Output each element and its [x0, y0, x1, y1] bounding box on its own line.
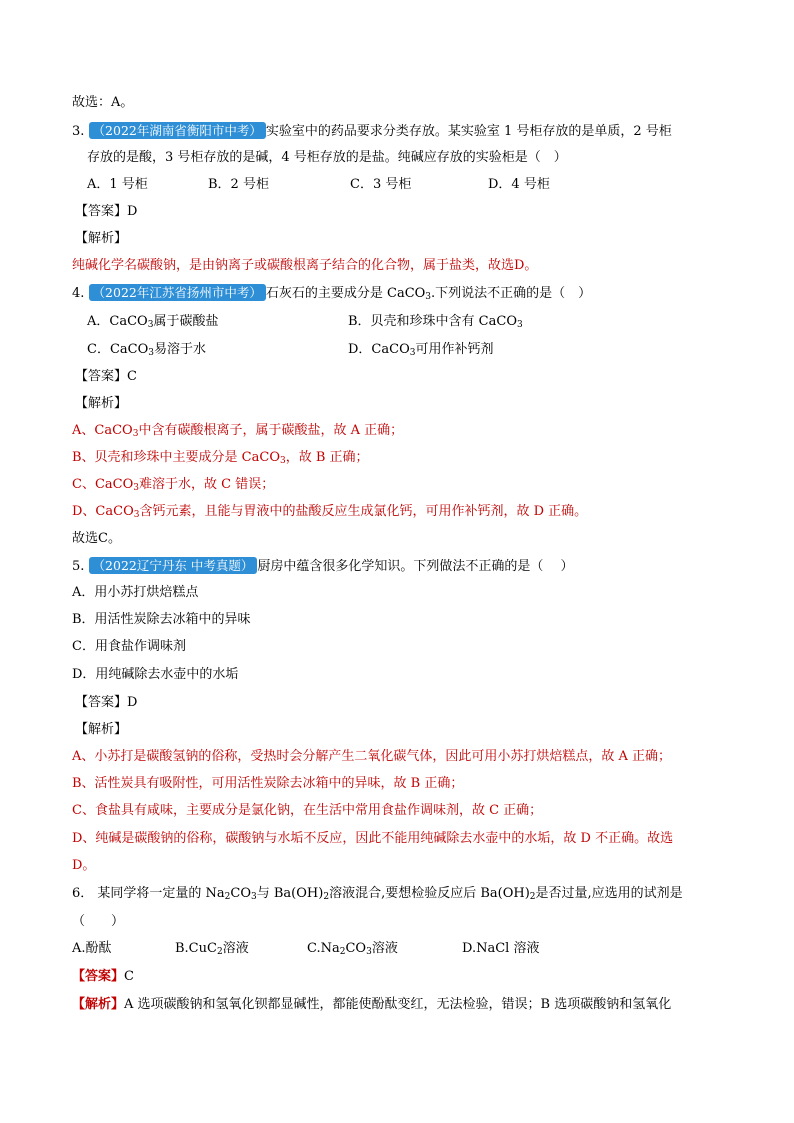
analysis-text: 纯碱化学名碳酸钠，是由钠离子或碳酸根离子结合的化合物，属于盐类，故选D。: [72, 258, 538, 273]
option-text: A．CaCO: [87, 314, 148, 329]
answer-value: C: [127, 369, 137, 384]
question-text: 溶液混合,要想检验反应后 Ba(OH): [329, 886, 530, 901]
subscript: 3: [251, 892, 257, 902]
answer-value: D: [127, 204, 138, 219]
subscript: 3: [148, 348, 154, 358]
option-text: 易溶于水: [153, 342, 206, 357]
subscript: 2: [224, 892, 231, 902]
question-text: 石灰石的主要成分是 CaCO: [265, 286, 426, 301]
option-text: 溶液: [222, 941, 249, 956]
subscript: 2: [216, 947, 223, 957]
option-text: B．贝壳和珍珠中含有 CaCO: [348, 314, 517, 329]
analysis-text: D、CaCO: [72, 504, 134, 519]
option-text: 溶液: [371, 941, 398, 956]
subscript: 3: [147, 320, 154, 330]
option-text: C.Na: [307, 941, 340, 956]
subscript: 2: [323, 892, 330, 902]
subscript: 3: [517, 320, 523, 330]
question-6-stem: [72, 885, 683, 903]
final-choice: 故选C。: [72, 531, 121, 546]
analysis-text: 难溶于水，故 C 错误；: [138, 477, 275, 492]
answer-label: 【答案】: [75, 369, 128, 384]
answer-value: D: [127, 695, 138, 710]
analysis-label: 【解析】: [75, 396, 128, 411]
analysis-line: D。: [72, 858, 96, 873]
option-text: 可用作补钙剂: [415, 342, 494, 357]
source-tag: （2022年湖南省衡阳市中考）: [89, 122, 266, 139]
analysis-line: [72, 503, 587, 521]
question-3-stem: [72, 122, 672, 141]
option-text: 属于碳酸盐: [153, 314, 219, 329]
option-text: B.CuC: [175, 941, 217, 956]
answer-label: 【答案】: [75, 695, 128, 710]
question-number: 3.: [72, 124, 85, 139]
option-a: A．1 号柜: [87, 177, 148, 192]
question-text: 6． 某同学将一定量的 Na: [72, 886, 225, 901]
analysis-text: A、CaCO: [72, 423, 133, 438]
question-text-cont: .下列说法不正确的是（ ）: [431, 286, 592, 301]
answer-line: [72, 968, 134, 986]
source-tag: （2022辽宁丹东 中考真题）: [89, 557, 258, 574]
option-b: [348, 313, 523, 331]
subscript: 2: [339, 947, 346, 957]
analysis-line: [72, 422, 403, 440]
question-number: 5.: [72, 559, 85, 574]
question-text: 厨房中蕴含很多化学知识。下列做法不正确的是（ ）: [257, 559, 574, 574]
answer-line: [75, 368, 137, 386]
option-d: D．用纯碱除去水壶中的水垢: [72, 667, 239, 682]
analysis-text: C、CaCO: [72, 477, 134, 492]
question-number: 4.: [72, 286, 85, 301]
question-5-stem: [72, 557, 573, 576]
analysis-line: D、纯碱是碳酸钠的俗称，碳酸钠与水垢不反应，因此不能用纯碱除去水壶中的水垢，故 D 不正确。故选: [72, 831, 674, 846]
analysis-line: B、活性炭具有吸附性，可用活性炭除去冰箱中的异味，故 B 正确；: [72, 776, 464, 791]
subscript: 2: [529, 892, 536, 902]
option-d: D.NaCl 溶液: [462, 941, 540, 956]
question-text: 实验室中的药品要求分类存放。某实验室 1 号柜存放的是单质，2 号柜: [265, 124, 672, 139]
option-c: C．用食盐作调味剂: [72, 639, 186, 654]
option-c: [307, 940, 398, 958]
subscript: 3: [133, 510, 140, 520]
analysis-text: 含钙元素，且能与胃液中的盐酸反应生成氯化钙，可用作补钙剂，故 D 正确。: [139, 504, 588, 519]
question-4-stem: [72, 284, 591, 303]
option-d: [348, 341, 493, 359]
analysis-label: 【解析】: [72, 997, 125, 1012]
answer-line: [75, 694, 137, 712]
analysis-line: C、食盐具有咸味，主要成分是氯化钠，在生活中常用食盐作调味剂，故 C 正确；: [72, 803, 543, 818]
option-text: D．CaCO: [348, 342, 410, 357]
option-d: D．4 号柜: [488, 177, 550, 192]
analysis-text: A 选项碳酸钠和氢氧化钡都显碱性，都能使酚酞变红，无法检验，错误；B 选项碳酸钠和氢氧化: [124, 997, 672, 1012]
answer-label: 【答案】: [72, 969, 125, 984]
option-b: [175, 940, 249, 958]
subscript: 3: [133, 483, 139, 493]
question-3-stem-cont: 存放的是酸，3 号柜存放的是碱，4 号柜存放的是盐。纯碱应存放的实验柜是（ ）: [87, 150, 567, 165]
question-text: 与 Ba(OH): [256, 886, 324, 901]
analysis-text: ，故 B 正确；: [285, 450, 369, 465]
subscript: 3: [366, 947, 372, 957]
previous-answer-tail: 故选：A。: [72, 95, 134, 110]
answer-blank: （ ）: [72, 914, 125, 929]
analysis-line: A、小苏打是碳酸氢钠的俗称，受热时会分解产生二氧化碳气体，因此可用小苏打烘焙糕点，故 A 正确；: [72, 749, 672, 764]
option-b: B．2 号柜: [208, 177, 269, 192]
answer-label: 【答案】: [75, 204, 128, 219]
analysis-text: B、贝壳和珍珠中主要成分是 CaCO: [72, 450, 280, 465]
analysis-label: 【解析】: [75, 231, 128, 246]
option-b: B．用活性炭除去冰箱中的异味: [72, 612, 251, 627]
question-text: 是否过量,应选用的试剂是: [535, 886, 683, 901]
option-c: [87, 341, 206, 359]
answer-line: [75, 203, 137, 221]
question-text: CO: [230, 886, 252, 901]
option-a: A.酚酞: [72, 941, 112, 956]
analysis-line: [72, 449, 369, 467]
option-text: C．CaCO: [87, 342, 149, 357]
subscript: 3: [280, 456, 286, 466]
answer-value: C: [124, 969, 134, 984]
analysis-text: 中含有碳酸根离子，属于碳酸盐，故 A 正确；: [138, 423, 404, 438]
source-tag: （2022年江苏省扬州市中考）: [89, 284, 266, 301]
analysis-line: [72, 996, 671, 1014]
option-a: [87, 313, 218, 331]
option-text: CO: [345, 941, 367, 956]
subscript: 3: [132, 429, 139, 439]
analysis-label: 【解析】: [75, 722, 128, 737]
option-c: C．3 号柜: [350, 177, 412, 192]
option-a: A．用小苏打烘焙糕点: [72, 585, 199, 600]
subscript: 3: [409, 348, 416, 358]
subscript: 3: [425, 292, 432, 302]
analysis-line: [72, 476, 274, 494]
